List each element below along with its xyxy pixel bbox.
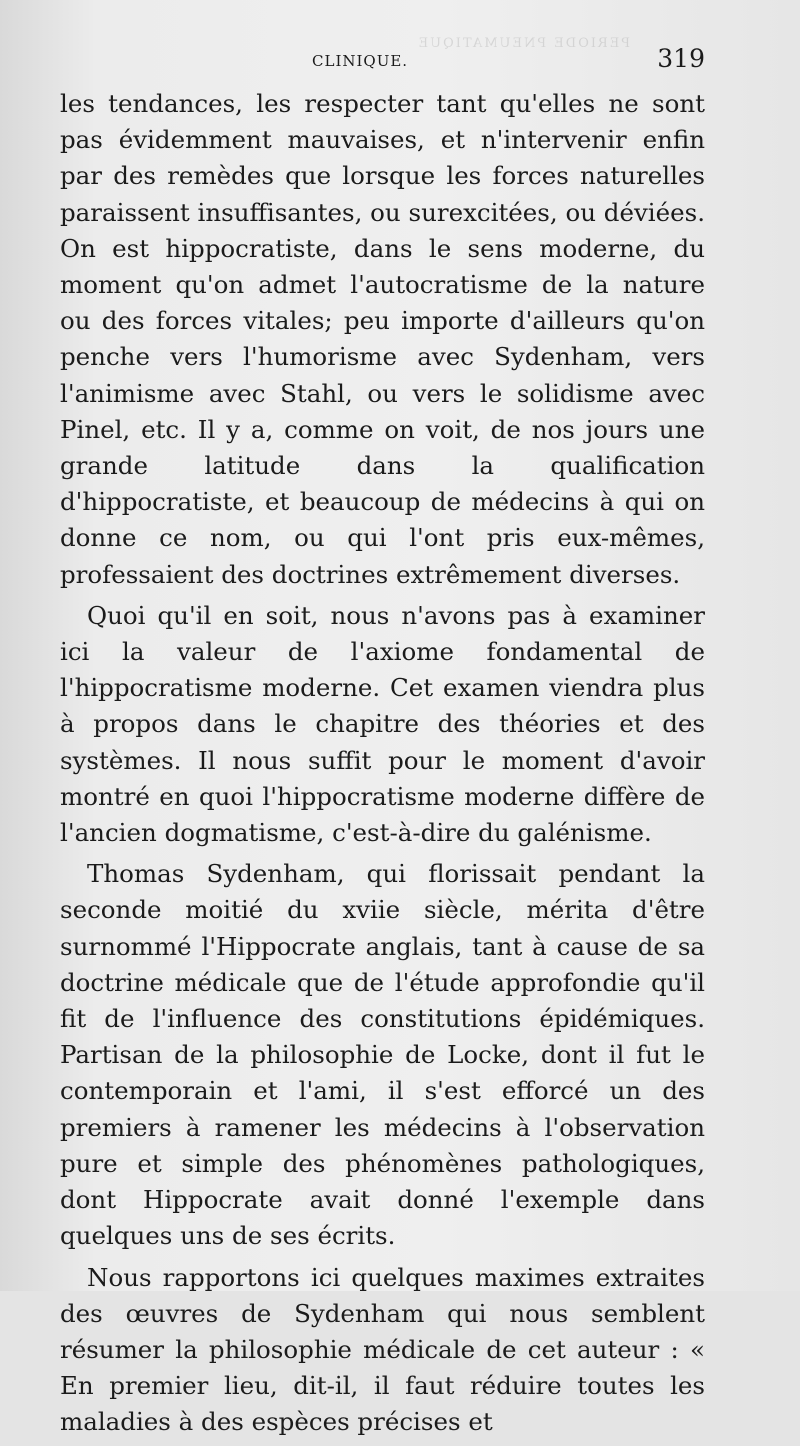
bleed-through-text: PERIODE PNEUMATIQUE [416, 36, 630, 51]
body-text [60, 86, 705, 1446]
paragraph: Thomas Sydenham, qui florissait pendant la seconde moitié du xviie siècle, mérita d'être surnommé l'Hippocrate anglais, tant à cause de sa doctrine médicale que de l'étude approfondie qu'il fit de l'influence des constitutions épidémiques. Partisan de la philosophie de Locke, dont il fut le contemporain et l'ami, il s'est efforcé un des premiers à ramener les médecins à l'observation pure et simple des phénomènes pathologiques, dont Hippocrate avait donné l'exemple dans quelques uns de ses écrits. [60, 859, 705, 1251]
paragraph: les tendances, les respecter tant qu'elles ne sont pas évidemment mauvaises, et n'intervenir enfin par des remèdes que lorsque les forces naturelles paraissent insuffisantes, ou surexcitées, ou déviées. On est hippocratiste, dans le sens moderne, du moment qu'on admet l'autocratisme de la nature ou des forces vitales; peu importe d'ailleurs qu'on penche vers l'humorisme avec Sydenham, vers l'animisme avec Stahl, ou vers le solidisme avec Pinel, etc. Il y a, comme on voit, de nos jours une grande latitude dans la qualification d'hippocratiste, et beaucoup de médecins à qui on donne ce nom, ou qui l'ont pris eux-mêmes, professaient des doctrines extrêmement diverses. [60, 89, 705, 589]
paragraph: Quoi qu'il en soit, nous n'avons pas à examiner ici la valeur de l'axiome fondamental de l'hippocratisme moderne. Cet examen viendra plus à propos dans le chapitre des théories et des systèmes. Il nous suffit pour le moment d'avoir montré en quoi l'hippocratisme moderne diffère de l'ancien dogmatisme, c'est-à-dire du galénisme. [60, 600, 705, 848]
page-header [60, 44, 705, 84]
page-number: 319 [657, 44, 705, 73]
running-head: CLINIQUE. [312, 52, 409, 70]
paragraph: Nous rapportons ici quelques maximes extraites des œuvres de Sydenham qui nous semblent résumer la philosophie médicale de cet auteur : « En premier lieu, dit-il, il faut réduire toutes les maladies à des espèces précises et [60, 1262, 705, 1437]
